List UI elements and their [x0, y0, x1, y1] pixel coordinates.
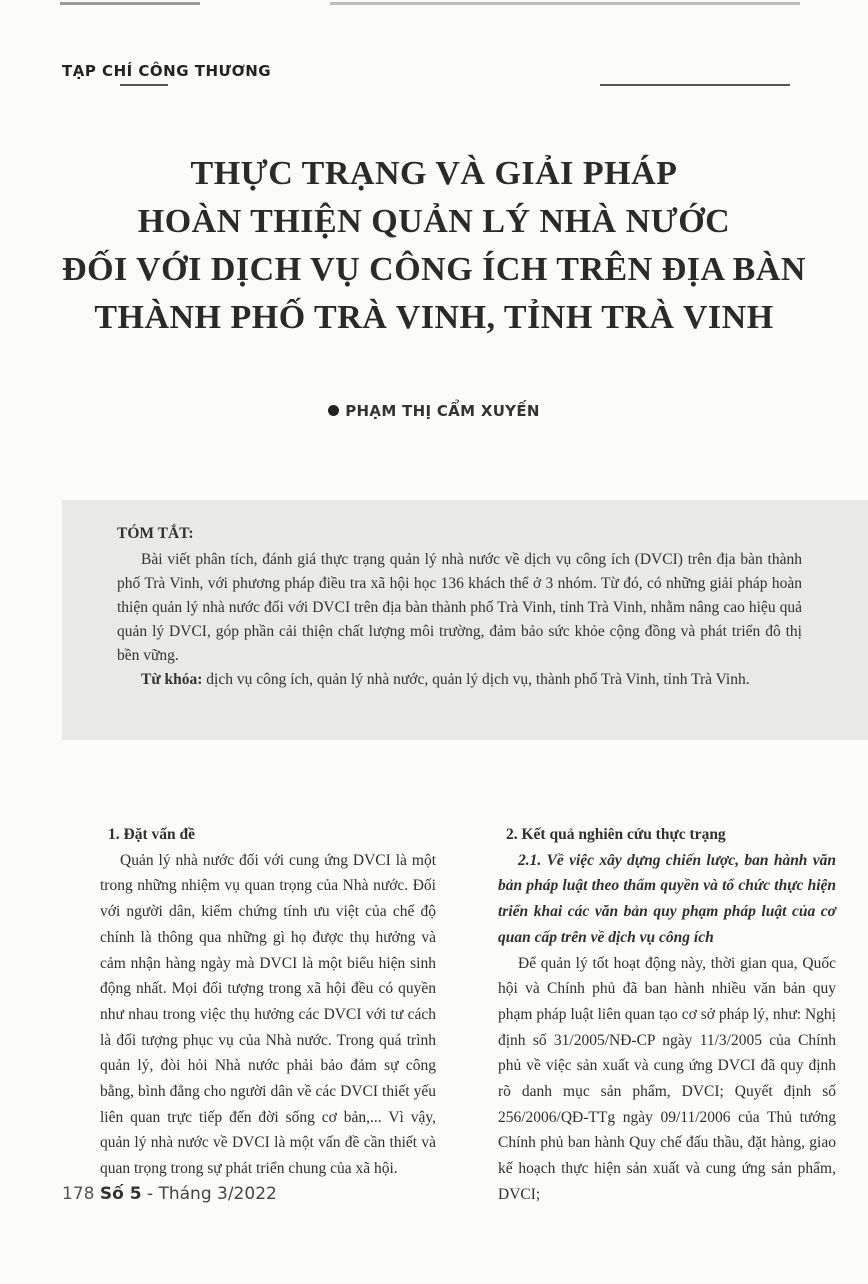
- bullet-icon: [328, 405, 339, 416]
- header-rule-left: [120, 84, 168, 86]
- issue-number: Số 5: [99, 1184, 142, 1204]
- section-1-body: Quản lý nhà nước đối với cung ứng DVCI là một trong những nhiệm vụ quan trọng của Nhà nước. Đối với người dân, kiểm chứng tính ưu việt của chế độ chính là thông qua những gì họ được thụ hưởng và cảm nhận hàng ngày mà DVCI là một biểu hiện sinh động nhất. Mọi đối tượng trong xã hội đều có quyền như nhau trong việc thụ hưởng các DVCI với tư cách là đối tượng phục vụ của Nhà nước. Trong quá trình quản lý, đòi hỏi Nhà nước phải bảo đảm sự công bằng, bình đẳng cho người dân về các DVCI thiết yếu liên quan trực tiếp đến đời sống cơ bản,... Vì vậy, quản lý nhà nước về DVCI là một vấn đề cần thiết và quan trọng trong sự phát triển chung của xã hội.: [100, 851, 436, 1178]
- author-line: [0, 402, 868, 420]
- title-line: HOÀN THIỆN QUẢN LÝ NHÀ NƯỚC: [137, 203, 731, 240]
- title-line: THỰC TRẠNG VÀ GIẢI PHÁP: [190, 155, 678, 192]
- page-number: 178: [62, 1184, 95, 1204]
- page-footer: [62, 1184, 277, 1204]
- section-2-heading: 2. Kết quả nghiên cứu thực trạng: [506, 826, 726, 843]
- top-scan-edge: [0, 0, 868, 12]
- section-1-heading: 1. Đặt vấn đề: [108, 826, 195, 843]
- header-rule-right: [600, 84, 790, 86]
- keywords-label: Từ khóa:: [141, 671, 203, 688]
- abstract-body: Bài viết phân tích, đánh giá thực trạng quản lý nhà nước về dịch vụ công ích (DVCI) trên địa bàn thành phố Trà Vinh, với phương pháp điều tra xã hội học 136 khách thể ở 3 nhóm. Từ đó, có những giải pháp hoàn thiện quản lý nhà nước đối với DVCI trên địa bàn thành phố Trà Vinh, tỉnh Trà Vinh, nhằm nâng cao hiệu quả quản lý DVCI, góp phần cải thiện chất lượng môi trường, đảm bảo sức khỏe cộng đồng và phát triển đô thị bền vững.: [117, 551, 802, 664]
- section-2-body: Để quản lý tốt hoạt động này, thời gian qua, Quốc hội và Chính phủ đã ban hành nhiều văn bản quy phạm pháp luật liên quan tạo cơ sở pháp lý, như: Nghị định số 31/2005/NĐ-CP ngày 11/3/2005 của Chính phủ về việc sản xuất và cung ứng DVCI đã quy định rõ danh mục sản phẩm, DVCI; Quyết định số 256/2006/QĐ-TTg ngày 09/11/2006 của Thủ tướng Chính phủ ban hành Quy chế đấu thầu, đặt hàng, giao kế hoạch thực hiện sản xuất và cung ứng sản phẩm, DVCI;: [498, 954, 836, 1203]
- left-column: [100, 822, 436, 1182]
- issue-date: - Tháng 3/2022: [141, 1184, 277, 1204]
- abstract-heading: TÓM TẮT:: [117, 525, 194, 542]
- abstract-box: [62, 500, 868, 740]
- top-rule-segment: [330, 2, 800, 5]
- title-line: THÀNH PHỐ TRÀ VINH, TỈNH TRÀ VINH: [94, 299, 774, 336]
- right-column: [498, 822, 836, 1208]
- section-2-1-subheading: 2.1. Về việc xây dựng chiến lược, ban hành văn bản pháp luật theo thẩm quyền và tổ chức thực hiện triển khai các văn bản quy phạm pháp luật của cơ quan cấp trên về dịch vụ công ích: [498, 851, 836, 946]
- journal-name: TẠP CHÍ CÔNG THƯƠNG: [62, 62, 272, 80]
- title-line: ĐỐI VỚI DỊCH VỤ CÔNG ÍCH TRÊN ĐỊA BÀN: [62, 251, 806, 288]
- keywords: [117, 668, 802, 692]
- keywords-text: dịch vụ công ích, quản lý nhà nước, quản lý dịch vụ, thành phố Trà Vinh, tỉnh Trà Vinh.: [202, 671, 750, 688]
- article-title: [40, 150, 828, 342]
- author-name: PHẠM THỊ CẨM XUYẾN: [345, 402, 540, 420]
- top-rule-segment: [60, 2, 200, 5]
